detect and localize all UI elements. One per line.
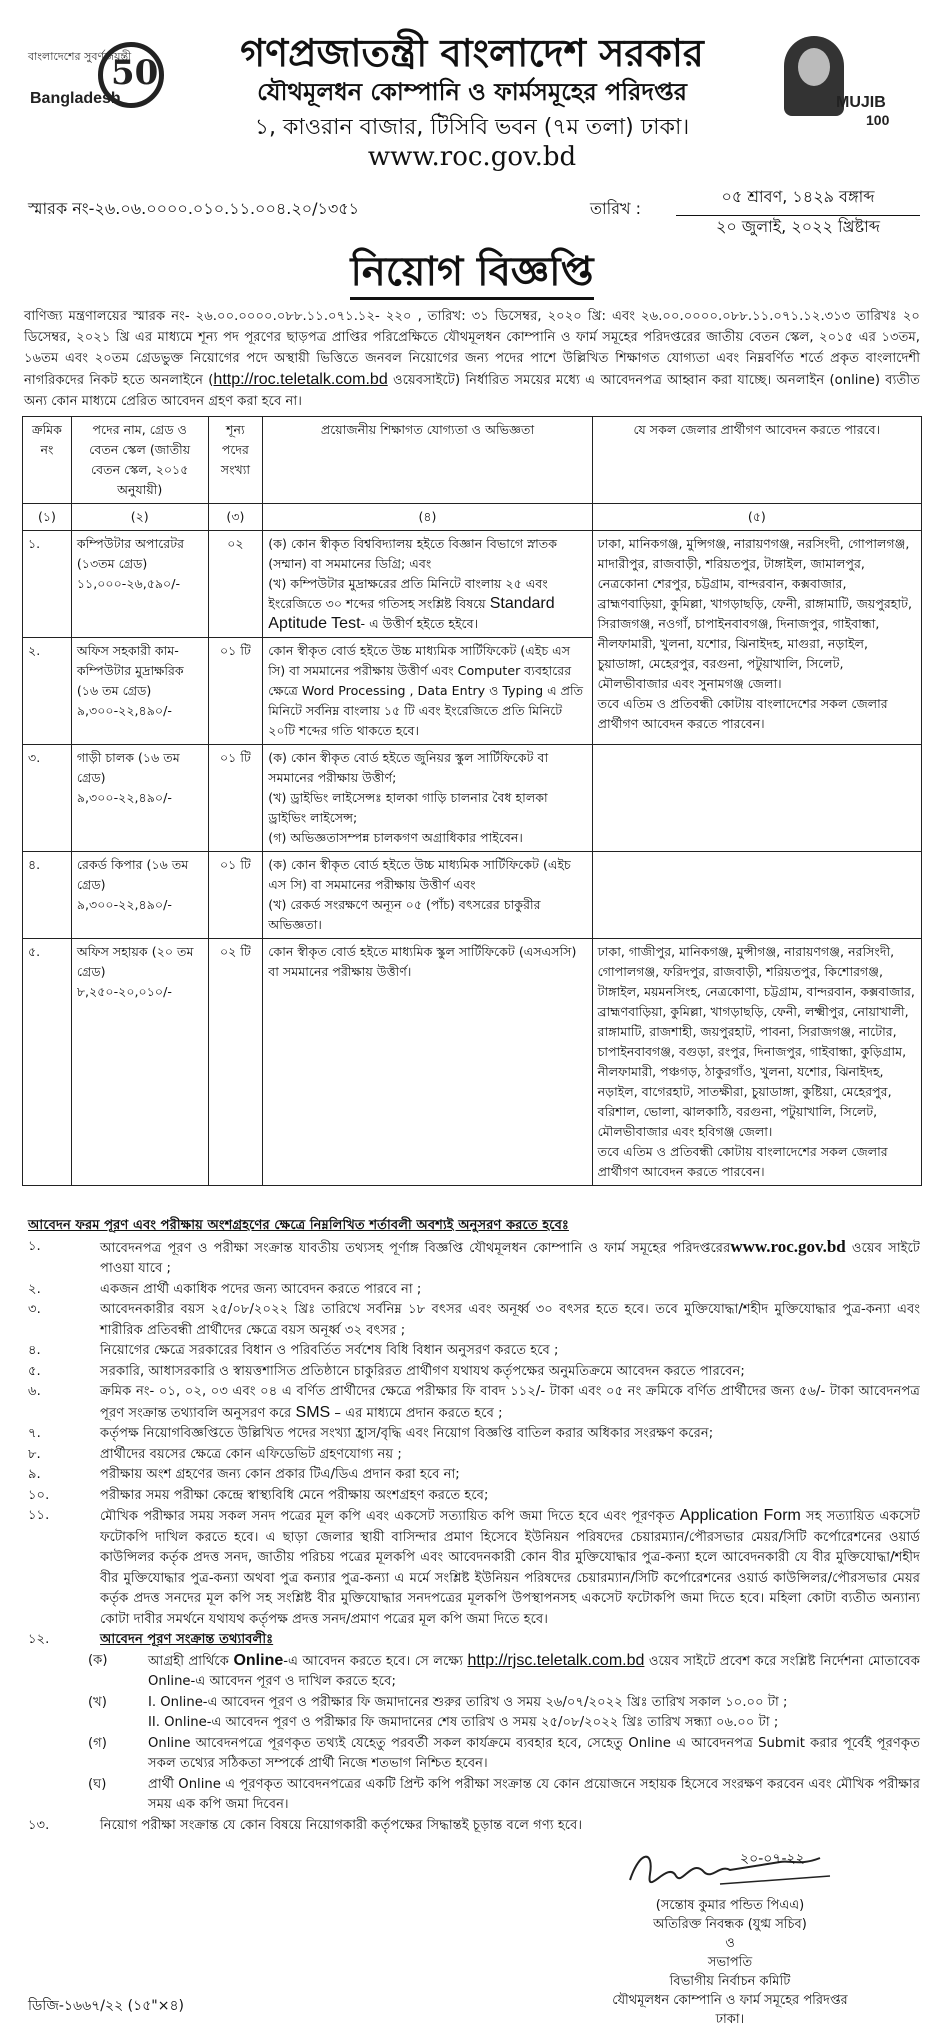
intro-paragraph: বাণিজ্য মন্ত্রণালয়ের স্মারক নং- ২৬.০০.০০০০.০৮৮.১১.০৭১.১২- ২২০ , তারিখ: ৩১ ডিসেম্বর, ২০২০ খ্রি: এবং ২৬.০০.০০০০.০৮৮.১১.০৭১.১২.৩১৩ তারিখঃ ২০ ডিসেম্বর, ২০২১ খ্রি এর মাধ্যমে শূন্য পদ পূরণের ছাড়পত্র প্রাপ্তির পরিপ্রেক্ষিতে যৌথমূলধন কোম্পানি ও ফার্ম সমূহের পরিদপ্তরের জাতীয় বেতন স্কেল, ২০১৫ এর ১৩তম, ১৬তম এবং ২০তম গ্রেডভুক্ত নিয়োগের পদে অস্থায়ী ভিত্তিতে জনবল নিয়োগের জন্য পদের পাশে উল্লিখিত শিক্ষাগত যোগ্যতা এবং নিম্নবর্ণিত শর্তে প্রকৃত বাংলাদেশী নাগরিকদের নিকট হতে অনলাইনে (http://roc.teletalk.com.bd ওয়েবসাইটে) নির্ধারিত সময়ের মধ্যে এ আবেদনপত্র আহ্বান করা যাচ্ছে। অনলাইন (online) ব্যতীত অন্য কোন মাধ্যমে প্রেরিত আবেদন গ্রহণ করা হবে না। (24, 309, 920, 409)
table-row: ২. অফিস সহকারী কাম-কম্পিউটার মুদ্রাক্ষরিক (১৬ তম গ্রেড) ৯,৩০০-২২,৪৯০/- ০১ টি কোন স্বীকৃত বোর্ড হইতে উচ্চ মাধ্যমিক সার্টিফিকেট (এইচ এস সি) বা সমমানের পরীক্ষায় উত্তীর্ণ এবং Computer ব্যবহারের ক্ষেত্রে Word Processing , Data Entry ও Typing এ প্রতি মিনিটে সর্বনিম্ন বাংলায় ১৫ টি এবং ইংরেজিতে প্রতি মিনিটে ২০টি শব্দের গতি থাকতে হবে। (23, 638, 922, 745)
government-title: গণপ্রজাতন্ত্রী বাংলাদেশ সরকার (240, 31, 704, 75)
condition-item: ১. আবেদনপত্র পূরণ ও পরীক্ষা সংক্রান্ত যাবতীয় তথ্যসহ পূর্ণাঙ্গ বিজ্ঞপ্তি যৌথমূলধন কোম্পানি ও ফার্ম সমূহের পরিদপ্তরেরwww.roc.gov.bd ওয়েব সাইটে পাওয়া যাবে ; (28, 1236, 920, 1276)
conditions-heading: আবেদন ফরম পূরণ এবং পরীক্ষায় অংশগ্রহণের ক্ষেত্রে নিম্নলিখিত শর্তাবলী অবশ্যই অনুসরণ করতে হবেঃ (28, 1218, 569, 1233)
table-row: ৩. গাড়ী চালক (১৬ তম গ্রেড) ৯,৩০০-২২,৪৯০/- ০১ টি (ক) কোন স্বীকৃত বোর্ড হইতে জুনিয়র স্কুল সার্টিফিকেট বা সমমানের পরীক্ষায় উত্তীর্ণ; (খ) ড্রাইভিং লাইসেন্সঃ হালকা গাড়ি চালনার বৈধ হালকা ড্রাইভিং লাইসেন্স; (গ) অভিজ্ঞতাসম্পন্ন চালকগণ অগ্রাধিকার পাইবেন। (23, 745, 922, 852)
condition-item: ২. একজন প্রার্থী একাধিক পদের জন্য আবেদন করতে পারবে না ; (28, 1281, 422, 1297)
website-link[interactable]: www.roc.gov.bd (367, 142, 577, 172)
conditions-section (28, 1216, 920, 1836)
application-info-item: (ঘ) প্রার্থী Online এ পূরণকৃত আবেদনপত্রের একটি প্রিন্ট কপি পরীক্ষা সংক্রান্ত যে কোন প্রয়োজনে সহায়ক হিসেবে সংরক্ষণ করবেন এবং মৌখিক পরীক্ষার সময় এক কপি জমা দিবেন। (88, 1776, 920, 1812)
condition-item: ৯. পরীক্ষায় অংশ গ্রহণের জন্য কোন প্রকার টিএ/ডিএ প্রদান করা হবে না; (28, 1467, 460, 1482)
application-info-item: (গ) Online আবেদনপত্রে পূরণকৃত তথ্যই যেহেতু পরবর্তী সকল কার্যক্রমে ব্যবহার হবে, সেহেতু Online এ আবেদনপত্র Submit করার পূর্বেই পূরণকৃত সকল তথ্যের সঠিকতা সম্পর্কে প্রার্থী নিজে শতভাগ নিশ্চিত হবেন। (88, 1735, 920, 1771)
condition-item: ৩. আবেদনকারীর বয়স ২৫/০৮/২০২২ খ্রিঃ তারিখে সর্বনিম্ন ১৮ বৎসর এবং অনূর্ধ্ব ৩০ বৎসর হতে হবে। তবে মুক্তিযোদ্ধা/শহীদ মুক্তিযোদ্ধার পুত্র-কন্যা এবং শারীরিক প্রতিবন্ধী প্রার্থীদের ক্ষেত্রে বয়স অনূর্ধ্ব ৩২ বৎসর ; (28, 1302, 920, 1338)
condition-item: ১৩. নিয়োগ পরীক্ষা সংক্রান্ত যে কোন বিষয়ে নিয়োগকারী কর্তৃপক্ষের সিদ্ধান্তই চূড়ান্ত বলে গণ্য হবে। (28, 1817, 583, 1833)
signature-block: ২০-০৭-২২ (সন্তোষ কুমার পন্ডিত পিএএ) অতিরিক্ত নিবন্ধক (যুগ্ম সচিব) ও সভাপতি বিভাগীয় নির্বাচন কমিটি যৌথমূলধন কোম্পানি ও ফার্ম সমূহের পরিদপ্তর ঢাকা। (560, 1840, 900, 2029)
condition-item: ১১. মৌখিক পরীক্ষার সময় সকল সনদ পত্রের মূল কপি এবং একসেট সত্যায়িত কপি জমা দিতে হবে এবং পূরণকৃত Application Form সহ সত্যায়িত একসেট ফটোকপি দাখিল করতে হবে। এ ছাড়া জেলার স্থায়ী বাসিন্দার প্রমাণ হিসেবে ইউনিয়ন পরিষদের চেয়ারম্যান/পৌরসভার মেয়র/সিটি কর্পোরেশনের ওয়ার্ড কাউন্সিলর কর্তৃক প্রদত্ত সনদ, জাতীয় পরিচয় পত্রের মূলকপি এবং আবেদনকারী কোন বীর মুক্তিযোদ্ধার পুত্র-কন্যা হলে আবেদনকারী যে বীর মুক্তিযোদ্ধা/শহীদ বীর মুক্তিযোদ্ধার পুত্র-কন্যা অথবা পুত্র কন্যার পুত্র-কন্যা এ মর্মে সংশ্লিষ্ট ইউনিয়ন পরিষদের চেয়ারম্যান/সিটি কর্পোরেশনের ওয়ার্ড কাউন্সিলর/পৌরসভার মেয়র কর্তৃক প্রদত্ত সনদের মূল কপি সহ সংশ্লিষ্ট বীর মুক্তিযোদ্ধার সনদপত্রের মূলকপি উপস্থাপনসহ একসেট ফটোকপি জমা দিতে হবে। মহিলা কোটা ব্যতীত অন্যান্য কোটা দাবীর সমর্থনে যথাযথ কর্তৃপক্ষ প্রদত্ত সনদ/প্রমাণ পত্রের মূল কপি জমা দিতে হবে। (28, 1507, 920, 1627)
table-row: ১. কম্পিউটার অপারেটর (১৩তম গ্রেড) ১১,০০০-২৬,৫৯০/- ০২ (ক) কোন স্বীকৃত বিশ্ববিদ্যালয় হইতে বিজ্ঞান বিভাগে স্নাতক (সম্মান) বা সমমানের ডিগ্রি; এবং (খ) কম্পিউটার মুদ্রাক্ষরের প্রতি মিনিটে বাংলায় ২৫ এবং ইংরেজিতে ৩০ শব্দের গতিসহ সংশ্লিষ্ট বিষয়ে Standard Aptitude Test- এ উত্তীর্ণ হইতে হইবে। ঢাকা, মানিকগঞ্জ, মুন্সিগঞ্জ, নারায়ণগঞ্জ, নরসিংদী, গোপালগঞ্জ, মাদারীপুর, রাজবাড়ী, শরিয়তপুর, টাঙ্গাইল, জামালপুর, নেত্রকোনা শেরপুর, চট্টগ্রাম, বান্দরবান, কক্সবাজার, ব্রাহ্মণবাড়িয়া, কুমিল্লা, খাগড়াছড়ি, ফেনী, রাঙ্গামাটি, জয়পুরহাট, সিরাজগঞ্জ, নওগাঁ, চাপাইনবাবগঞ্জ, দিনাজপুর, গাইবান্ধা, নীলফামারী, খুলনা, যশোর, ঝিনাইদহ, মাগুরা, নড়াইল, চুয়াডাঙ্গা, মেহেরপুর, বরগুনা, পটুয়াখালি, সিলেট, মৌলভীবাজার এবং সুনামগঞ্জ জেলা। তবে এতিম ও প্রতিবন্ধী কোটায় বাংলাদেশের সকল জেলার প্রার্থীগণ আবেদন করতে পারবেন। (23, 531, 922, 638)
table-column-number-row: (১) (২) (৩) (৪) (৫) (23, 504, 922, 531)
condition-item: ৬. ক্রমিক নং- ০১, ০২, ০৩ এবং ০৪ এ বর্ণিত প্রার্থীদের ক্ষেত্রে পরীক্ষার ফি বাবদ ১১২/- টাকা এবং ০৫ নং ক্রমিকে বর্ণিত প্রার্থীদের জন্য ৫৬/- টাকা আবেদনপত্র পূরণ সংক্রান্ত তথ্যাবলি অনুসরণ করে SMS – এর মাধ্যমে প্রদান করতে হবে ; (28, 1384, 920, 1421)
teletalk-link[interactable]: http://roc.teletalk.com.bd (213, 371, 388, 388)
condition-item: ৮. প্রার্থীদের বয়সের ক্ষেত্রে কোন এফিডেভিট গ্রহণযোগ্য নয় ; (28, 1446, 402, 1462)
rjsc-teletalk-link[interactable]: http://rjsc.teletalk.com.bd (467, 1651, 645, 1669)
condition-item: ৫. সরকারি, আধাসরকারি ও স্বায়ত্তশাসিত প্রতিষ্ঠানে চাকুরিরত প্রার্থীগণ যথাযথ কর্তৃপক্ষের অনুমতিক্রমে আবেদন করতে পারবেন; (28, 1363, 745, 1379)
condition-item: ১২. আবেদন পূরণ সংক্রান্ত তথ্যাবলীঃ (28, 1632, 274, 1647)
condition-item: ১০. পরীক্ষার সময় পরীক্ষা কেন্দ্রে স্বাস্থ্যবিধি মেনে পরীক্ষায় অংশগ্রহণ করতে হবে; (28, 1487, 489, 1503)
application-info-item: (খ) I. Online-এ আবেদন পূরণ ও পরীক্ষার ফি জমাদানের শুরুর তারিখ ও সময় ২৬/০৭/২০২২ খ্রিঃ তারিখ সকাল ১০.০০ টা ; II. Online-এ আবেদন পূরণ ও পরীক্ষার ফি জমাদানের শেষ তারিখ ও সময় ২৫/০৮/২০২২ খ্রিঃ তারিখ সন্ধ্যা ০৬.০০ টা ; (88, 1694, 788, 1730)
condition-item: ৭. কর্তৃপক্ষ নিয়োগবিজ্ঞপ্তিতে উল্লিখিত পদের সংখ্যা হ্রাস/বৃদ্ধি এবং নিয়োগ বিজ্ঞপ্তি বাতিল করার অধিকার সংরক্ষণ করেন; (28, 1426, 714, 1441)
application-info-item: (ক) আগ্রহী প্রার্থিকে Online-এ আবেদন করতে হবে। সে লক্ষ্যে http://rjsc.teletalk.com.bd ওয়েব সাইটে প্রবেশ করে সংশ্লিষ্ট নির্দেশনা মোতাবেক Online-এ আবেদন পূরণ ও দাখিল করতে হবে; (88, 1651, 920, 1689)
condition-item: ৪. নিয়োগের ক্ষেত্রে সরকারের বিধান ও পরিবর্তিত সর্বশেষ বিধি বিধান অনুসরণ করতে হবে ; (28, 1343, 559, 1358)
notice-title: নিয়োগ বিজ্ঞপ্তি (0, 240, 944, 307)
office-address: ১, কাওরান বাজার, টিসিবি ভবন (৭ম তলা) ঢাকা। (254, 115, 690, 140)
department-title: যৌথমূলধন কোম্পানি ও ফার্মসমূহের পরিদপ্তর (257, 78, 687, 106)
table-row: ৪. রেকর্ড কিপার (১৬ তম গ্রেড) ৯,৩০০-২২,৪৯০/- ০১ টি (ক) কোন স্বীকৃত বোর্ড হইতে উচ্চ মাধ্যমিক সার্টিফিকেট (এইচ এস সি) বা সমমানের পরীক্ষায় উত্তীর্ণ এবং (খ) রেকর্ড সংরক্ষণে অন্যূন ০৫ (পাঁচ) বৎসরের চাকুরীর অভিজ্ঞতা। (23, 852, 922, 939)
memo-number: স্মারক নং-২৬.০৬.০০০০.০১০.১১.০০৪.২০/১৩৫১ (28, 199, 360, 218)
vacancy-table (22, 416, 922, 1186)
letterhead (0, 18, 944, 172)
mujib-100-logo: MUJIB 100 (774, 36, 904, 136)
dg-reference-code: ডিজি-১৬৬৭/২২ (১৫"×৪) (28, 1998, 185, 2014)
notice-page: বাংলাদেশের সুবর্ণজয়ন্তী 50 Bangladesh MUJIB 100 গণপ্রজাতন্ত্রী বাংলাদেশ সরকার যৌথমূলধন কোম্পানি ও ফার্মসমূহের পরিদপ্তর ১, কাওরান বাজার, টিসিবি ভবন (৭ম তলা) ঢাকা। www.roc.gov.bd স্মারক নং-২৬.০৬.০০০০.০১০.১১.০০৪.২০/১৩৫১ তারিখ : ০৫ শ্রাবণ, ১৪২৯ বঙ্গাব্দ ২০ জুলাই, ২০২২ খ্রিষ্টাব্দ নিয়োগ বিজ্ঞপ্তি বাণিজ্য মন্ত্রণালয়ের স্মারক নং- ২৬.০০.০০০০.০৮৮.১১.০৭১.১২- ২২০ , তারিখ: ৩১ ডিসেম্বর, ২০২০ খ্রি: এবং ২৬.০০.০০০০.০৮৮.১১.০৭১.১২.৩১৩ তারিখঃ ২০ ডিসেম্বর, ২০২১ খ্রি এর মাধ্যমে শূন্য পদ পূরণের ছাড়পত্র প্রাপ্তির পরিপ্রেক্ষিতে যৌথমূলধন কোম্পানি ও ফার্ম সমূহের পরিদপ্তরের জাতীয় বেতন স্কেল, ২০১৫ এর ১৩তম, ১৬তম এবং ২০তম গ্রেডভুক্ত নিয়োগের পদে অস্থায়ী ভিত্তিতে জনবল নিয়োগের জন্য পদের পাশে উল্লিখিত শিক্ষাগত যোগ্যতা এবং নিম্নবর্ণিত শর্তে প্রকৃত বাংলাদেশী নাগরিকদের নিকট হতে অনলাইনে (http://roc.teletalk.com.bd ওয়েবসাইটে) নির্ধারিত সময়ের মধ্যে এ আবেদনপত্র আহ্বান করা যাচ্ছে। অনলাইন (online) ব্যতীত অন্য কোন মাধ্যমে প্রেরিত আবেদন গ্রহণ করা হবে না। ক্রমিক নং পদের নাম, গ্রেড ও বেতন স্কেল (জাতীয় বেতন স্কেল, ২০১৫ অনুযায়ী) শূন্য পদের সংখ্যা প্রয়োজনীয় শিক্ষাগত যোগ্যতা ও অভিজ্ঞতা যে সকল জেলার প্রার্থীগণ আবেদন করতে পারবে। (১) (২) (৩) (৪) (৫) ১. কম্পিউটার অপারেটর (১৩তম গ্রেড) ১১,০০০-২৬,৫৯০/- ০২ (ক) কোন স্বীকৃত বিশ্ববিদ্যালয় হইতে বিজ্ঞান বিভাগে স্নাতক (সম্মান) বা সমমানের ডিগ্রি; এবং (খ) কম্পিউটার মুদ্রাক্ষরের প্রতি মিনিটে বাংলায় ২৫ এবং ইংরেজিতে ৩০ শব্দের গতিসহ সংশ্লিষ্ট বিষয়ে Standard Aptitude Test- এ উত্তীর্ণ হইতে হইবে। ঢাকা, মানিকগঞ্জ, মুন্সিগঞ্জ, নারায়ণগঞ্জ, নরসিংদী, গোপালগঞ্জ, মাদারীপুর, রাজবাড়ী, শরিয়তপুর, টাঙ্গাইল, জামালপুর, নেত্রকোনা শেরপুর, চট্টগ্রাম, বান্দরবান, কক্সবাজার, ব্রাহ্মণবাড়িয়া, কুমিল্লা, খাগড়াছড়ি, ফেনী, রাঙ্গামাটি, জয়পুরহাট, সিরাজগঞ্জ, নওগাঁ, চাপাইনবাবগঞ্জ, দিনাজপুর, গাইবান্ধা, নীলফামারী, খুলনা, যশোর, ঝিনাইদহ, মাগুরা, নড়াইল, চুয়াডাঙ্গা, মেহেরপুর, বরগুনা, পটুয়াখালি, সিলেট, মৌলভীবাজার এবং সুনামগঞ্জ জেলা। তবে এতিম ও প্রতিবন্ধী কোটায় বাংলাদেশের সকল জেলার প্রার্থীগণ আবেদন করতে পারবেন। ২. অফিস সহকারী কাম-কম্পিউটার মুদ্রাক্ষরিক (১৬ তম গ্রেড) ৯,৩০০-২২,৪৯০/- ০১ টি কোন স্বীকৃত বোর্ড হইতে উচ্চ মাধ্যমিক সার্টিফিকেট (এইচ এস সি) বা সমমানের পরীক্ষায় উত্তীর্ণ এবং Computer ব্যবহারের ক্ষেত্রে Word Processing , Data Entry ও Typing এ প্রতি মিনিটে সর্বনিম্ন বাংলায় ১৫ টি এবং ইংরেজিতে প্রতি মিনিটে ২০টি শব্দের গতি থাকতে হবে। ৩. গাড়ী চালক (১৬ তম গ্রেড) ৯,৩০০-২২,৪৯০/- ০১ টি (ক) কোন স্বীকৃত বোর্ড হইতে জুনিয়র স্কুল সার্টিফিকেট বা সমমানের পরীক্ষায় উত্তীর্ণ; (খ) ড্রাইভিং লাইসেন্সঃ হালকা গাড়ি চালনার বৈধ হালকা ড্রাইভিং লাইসেন্স; (গ) অভিজ্ঞতাসম্পন্ন চালকগণ অগ্রাধিকার পাইবেন। ৪. রেকর্ড কিপার (১৬ তম গ্রেড) ৯,৩০০-২২,৪৯০/- ০১ টি (ক) কোন স্বীকৃত বোর্ড হইতে উচ্চ মাধ্যমিক সার্টিফিকেট (এইচ এস সি) বা সমমানের পরীক্ষায় উত্তীর্ণ এবং (খ) রেকর্ড সংরক্ষণে অন্যূন ০৫ (পাঁচ) বৎসরের চাকুরীর অভিজ্ঞতা। ৫. অফিস সহায়ক (২০ তম গ্রেড) ৮,২৫০-২০,০১০/- ০২ টি কোন স্বীকৃত বোর্ড হইতে মাধ্যমিক স্কুল সার্টিফিকেট (এসএসসি) বা সমমানের পরীক্ষায় উত্তীর্ণ। ঢাকা, গাজীপুর, মানিকগঞ্জ, মুন্সীগঞ্জ, নারায়ণগঞ্জ, নরসিংদী, গোপালগঞ্জ, ফরিদপুর, রাজবাড়ী, শরিয়তপুর, কিশোরগঞ্জ, টাঙ্গাইল, ময়মনসিংহ, নেত্রকোণা, চট্টগ্রাম, বান্দরবান, কক্সবাজার, ব্রাহ্মণবাড়িয়া, কুমিল্লা, খাগড়াছড়ি, ফেনী, লক্ষ্মীপুর, নোয়াখালী, রাঙ্গামাটি, রাজশাহী, জয়পুরহাট, পাবনা, সিরাজগঞ্জ, নাটোর, চাপাইনবাবগঞ্জ, বগুড়া, রংপুর, দিনাজপুর, গাইবান্ধা, কুড়িগ্রাম, নীলফামারী, পঞ্চগড়, ঠাকুরগাঁও, খুলনা, যশোর, ঝিনাইদহ, নড়াইল, বাগেরহাট, সাতক্ষীরা, চুয়াডাঙ্গা, কুষ্টিয়া, মেহেরপুর, বরিশাল, ভোলা, ঝালকাঠি, বরগুনা, পটুয়াখালি, সিলেট, মৌলভীবাজার এবং হবিগঞ্জ জেলা। তবে এতিম ও প্রতিবন্ধী কোটায় বাংলাদেশের সকল জেলার প্রার্থীগণ আবেদন করতে পারবেন। আবেদন ফরম পূরণ এবং পরীক্ষায় অংশগ্রহণের ক্ষেত্রে নিম্নলিখিত শর্তাবলী অবশ্যই অনুসরণ করতে হবেঃ ১. আবেদনপত্র পূরণ ও পরীক্ষা সংক্রান্ত যাবতীয় তথ্যসহ পূর্ণাঙ্গ বিজ্ঞপ্তি যৌথমূলধন কোম্পানি ও ফার্ম সমূহের পরিদপ্তরেরwww.roc.gov.bd ওয়েব সাইটে পাওয়া যাবে ; ২. একজন প্রার্থী একাধিক পদের জন্য আবেদন করতে পারবে না ; ৩. আবেদনকারীর বয়স ২৫/০৮/২০২২ খ্রিঃ তারিখে সর্বনিম্ন ১৮ বৎসর এবং অনূর্ধ্ব ৩০ বৎসর হতে হবে। তবে মুক্তিযোদ্ধা/শহীদ মুক্তিযোদ্ধার পুত্র-কন্যা এবং শারীরিক প্রতিবন্ধী প্রার্থীদের ক্ষেত্রে বয়স অনূর্ধ্ব ৩২ বৎসর ; ৪. নিয়োগের ক্ষেত্রে সরকারের বিধান ও পরিবর্তিত সর্বশেষ বিধি বিধান অনুসরণ করতে হবে ; ৫. সরকারি, আধাসরকারি ও স্বায়ত্তশাসিত প্রতিষ্ঠানে চাকুরিরত প্রার্থীগণ যথাযথ কর্তৃপক্ষের অনুমতিক্রমে আবেদন করতে পারবেন; ৬. ক্রমিক নং- ০১, ০২, ০৩ এবং ০৪ এ বর্ণিত প্রার্থীদের ক্ষেত্রে পরীক্ষার ফি বাবদ ১১২/- টাকা এবং ০৫ নং ক্রমিকে বর্ণিত প্রার্থীদের জন্য ৫৬/- টাকা আবেদনপত্র পূরণ সংক্রান্ত তথ্যাবলি অনুসরণ করে SMS – এর মাধ্যমে প্রদান করতে হবে ; ৭. কর্তৃপক্ষ নিয়োগবিজ্ঞপ্তিতে উল্লিখিত পদের সংখ্যা হ্রাস/বৃদ্ধি এবং নিয়োগ বিজ্ঞপ্তি বাতিল করার অধিকার সংরক্ষণ করেন; ৮. প্রার্থীদের বয়সের ক্ষেত্রে কোন এফিডেভিট গ্রহণযোগ্য নয় ; ৯. পরীক্ষায় অংশ গ্রহণের জন্য কোন প্রকার টিএ/ডিএ প্রদান করা হবে না; ১০. পরীক্ষার সময় পরীক্ষা কেন্দ্রে স্বাস্থ্যবিধি মেনে পরীক্ষায় অংশগ্রহণ করতে হবে; ১১. মৌখিক পরীক্ষার সময় সকল সনদ পত্রের মূল কপি এবং একসেট সত্যায়িত কপি জমা দিতে হবে এবং পূরণকৃত Application Form সহ সত্যায়িত একসেট ফটোকপি দাখিল করতে হবে। এ ছাড়া জেলার স্থায়ী বাসিন্দার প্রমাণ হিসেবে ইউনিয়ন পরিষদের চেয়ারম্যান/পৌরসভার মেয়র/সিটি কর্পোরেশনের ওয়ার্ড কাউন্সিলর কর্তৃক প্রদত্ত সনদ, জাতীয় পরিচয় পত্রের মূলকপি এবং আবেদনকারী কোন বীর মুক্তিযোদ্ধার পুত্র-কন্যা হলে আবেদনকারী যে বীর মুক্তিযোদ্ধা/শহীদ বীর মুক্তিযোদ্ধার পুত্র-কন্যা অথবা পুত্র কন্যার পুত্র-কন্যা এ মর্মে সংশ্লিষ্ট ইউনিয়ন পরিষদের চেয়ারম্যান/সিটি কর্পোরেশনের ওয়ার্ড কাউন্সিলর/পৌরসভার মেয়র কর্তৃক প্রদত্ত সনদের মূল কপি সহ সংশ্লিষ্ট বীর মুক্তিযোদ্ধার সনদপত্রের মূলকপি উপস্থাপনসহ একসেট ফটোকপি জমা দিতে হবে। মহিলা কোটা ব্যতীত অন্যান্য কোটা দাবীর সমর্থনে যথাযথ কর্তৃপক্ষ প্রদত্ত সনদ/প্রমাণ পত্রের মূল কপি জমা দিতে হবে। ১২. আবেদন পূরণ সংক্রান্ত তথ্যাবলীঃ (ক) আগ্রহী প্রার্থিকে Online-এ আবেদন করতে হবে। সে লক্ষ্যে http://rjsc.teletalk.com.bd ওয়েব সাইটে প্রবেশ করে সংশ্লিষ্ট নির্দেশনা মোতাবেক Online-এ আবেদন পূরণ ও দাখিল করতে হবে; (খ) I. Online-এ আবেদন পূরণ ও পরীক্ষার ফি জমাদানের শুরুর তারিখ ও সময় ২৬/০৭/২০২২ খ্রিঃ তারিখ সকাল ১০.০০ টা ; II. Online-এ আবেদন পূরণ ও পরীক্ষার ফি জমাদানের শেষ তারিখ ও সময় ২৫/০৮/২০২২ খ্রিঃ তারিখ সন্ধ্যা ০৬.০০ টা ; (গ) Online আবেদনপত্রে পূরণকৃত তথ্যই যেহেতু পরবর্তী সকল কার্যক্রমে ব্যবহার হবে, সেহেতু Online এ আবেদনপত্র Submit করার পূর্বেই পূরণকৃত সকল তথ্যের সঠিকতা সম্পর্কে প্রার্থী নিজে শতভাগ নিশ্চিত হবেন। (ঘ) প্রার্থী Online এ পূরণকৃত আবেদনপত্রের একটি প্রিন্ট কপি পরীক্ষা সংক্রান্ত যে কোন প্রয়োজনে সহায়ক হিসেবে সংরক্ষণ করবেন এবং মৌখিক পরীক্ষার সময় এক কপি জমা দিবেন। ১৩. নিয়োগ পরীক্ষা সংক্রান্ত যে কোন বিষয়ে নিয়োগকারী কর্তৃপক্ষের সিদ্ধান্তই চূড়ান্ত বলে গণ্য হবে। ২০-০৭-২২ (সন্তোষ কুমার পন্ডিত পিএএ) অতিরিক্ত নিবন্ধক (যুগ্ম সচিব) ও সভাপতি বিভাগীয় নির্বাচন কমিটি যৌথমূলধন কোম্পানি ও ফার্ম সমূহের পরিদপ্তর ঢাকা। ডিজি-১৬৬৭/২২ (১৫"×৪) (0, 0, 944, 2036)
signature: ২০-০৭-২২ (560, 1840, 900, 1896)
handwritten-signature-icon (620, 1840, 840, 1896)
table-row: ৫. অফিস সহায়ক (২০ তম গ্রেড) ৮,২৫০-২০,০১০/- ০২ টি কোন স্বীকৃত বোর্ড হইতে মাধ্যমিক স্কুল সার্টিফিকেট (এসএসসি) বা সমমানের পরীক্ষায় উত্তীর্ণ। ঢাকা, গাজীপুর, মানিকগঞ্জ, মুন্সীগঞ্জ, নারায়ণগঞ্জ, নরসিংদী, গোপালগঞ্জ, ফরিদপুর, রাজবাড়ী, শরিয়তপুর, কিশোরগঞ্জ, টাঙ্গাইল, ময়মনসিংহ, নেত্রকোণা, চট্টগ্রাম, বান্দরবান, কক্সবাজার, ব্রাহ্মণবাড়িয়া, কুমিল্লা, খাগড়াছড়ি, ফেনী, লক্ষ্মীপুর, নোয়াখালী, রাঙ্গামাটি, রাজশাহী, জয়পুরহাট, পাবনা, সিরাজগঞ্জ, নাটোর, চাপাইনবাবগঞ্জ, বগুড়া, রংপুর, দিনাজপুর, গাইবান্ধা, কুড়িগ্রাম, নীলফামারী, পঞ্চগড়, ঠাকুরগাঁও, খুলনা, যশোর, ঝিনাইদহ, নড়াইল, বাগেরহাট, সাতক্ষীরা, চুয়াডাঙ্গা, কুষ্টিয়া, মেহেরপুর, বরিশাল, ভোলা, ঝালকাঠি, বরগুনা, পটুয়াখালি, সিলেট, মৌলভীবাজার এবং হবিগঞ্জ জেলা। তবে এতিম ও প্রতিবন্ধী কোটায় বাংলাদেশের সকল জেলার প্রার্থীগণ আবেদন করতে পারবেন। (23, 939, 922, 1186)
golden-jubilee-logo: বাংলাদেশের সুবর্ণজয়ন্তী 50 Bangladesh (28, 42, 168, 132)
table-header-row: ক্রমিক নং পদের নাম, গ্রেড ও বেতন স্কেল (জাতীয় বেতন স্কেল, ২০১৫ অনুযায়ী) শূন্য পদের সংখ্যা প্রয়োজনীয় শিক্ষাগত যোগ্যতা ও অভিজ্ঞতা যে সকল জেলার প্রার্থীগণ আবেদন করতে পারবে। (23, 417, 922, 504)
